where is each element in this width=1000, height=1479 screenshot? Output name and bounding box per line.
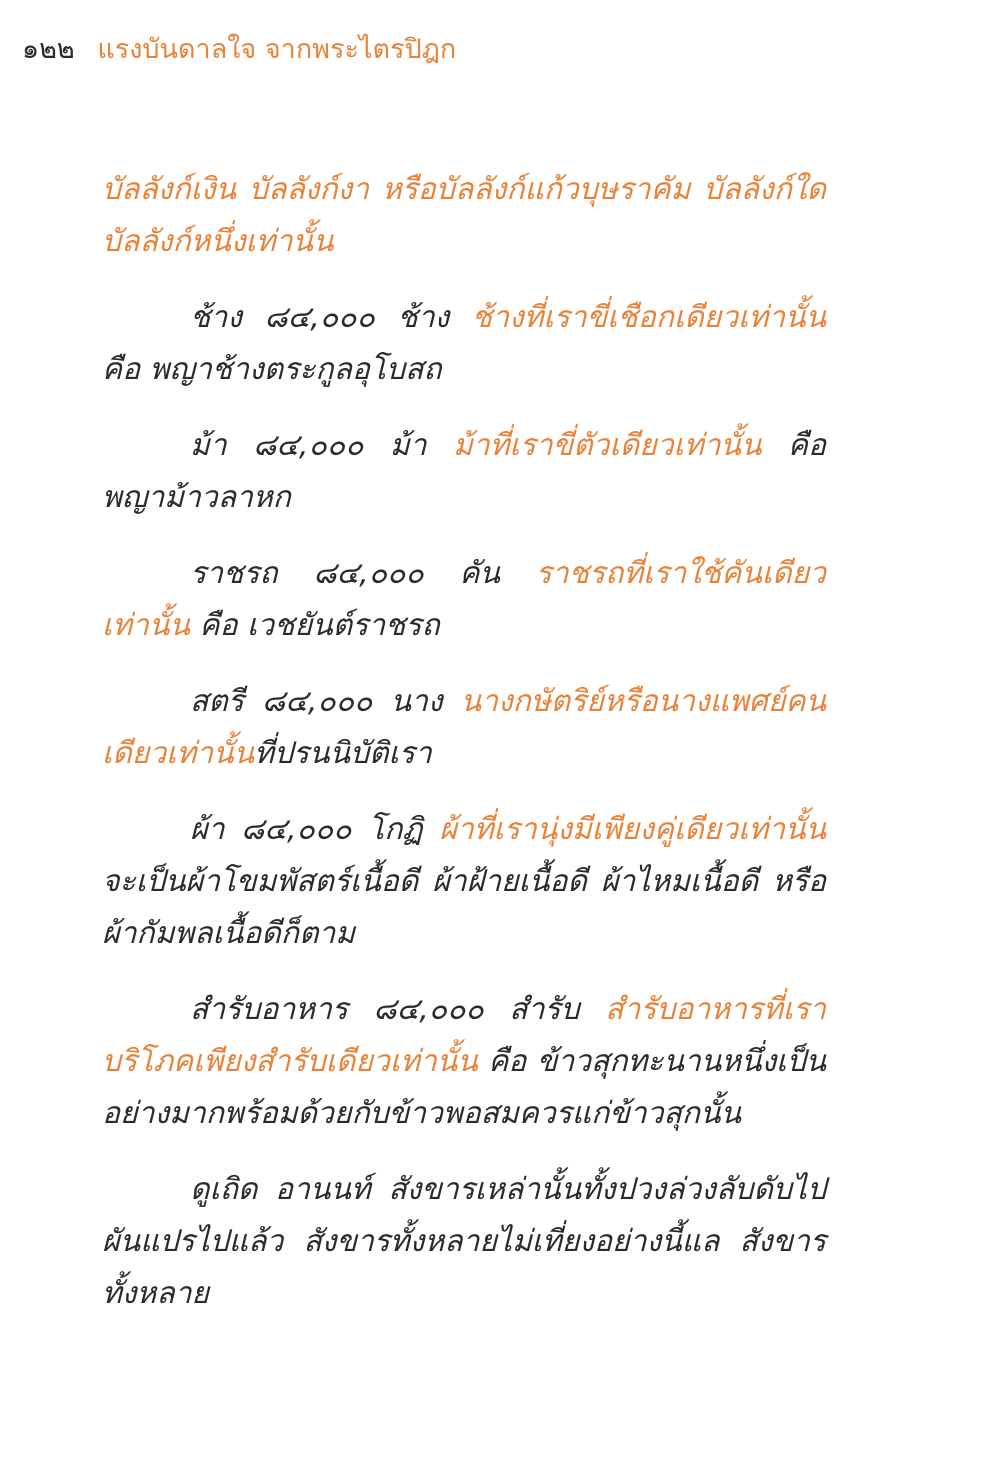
- highlighted-text: ราชรถที่เราใช้คันเดียวเท่านั้น: [102, 556, 826, 643]
- body-text-segment: คือ เวชยันต์ราชรถ: [189, 608, 440, 643]
- body-text-segment: คือ พญาม้าวลาหก: [102, 428, 827, 515]
- paragraph: [102, 1164, 826, 1320]
- body-text-segment: ม้า ๘๔,๐๐๐ ม้า: [190, 428, 453, 463]
- body-text-segment: สตรี ๘๔,๐๐๐ นาง: [190, 684, 461, 719]
- body-text-segment: คือ ข้าวสุกทะนานหนึ่งเป็นอย่างมากพร้อมด้วยกับข้าวพอสมควรแก่ข้าวสุกนั้น: [102, 1044, 826, 1131]
- body-text-segment: ผ้า ๘๔,๐๐๐ โกฏิ: [190, 812, 440, 847]
- body-text-segment: ที่ปรนนิบัติเรา: [254, 736, 432, 771]
- body-text-segment: ช้าง ๘๔,๐๐๐ ช้าง: [190, 300, 472, 335]
- highlighted-text: บัลลังก์เงิน บัลลังก์งา หรือบัลลังก์แก้วบุษราคัม บัลลังก์ใดบัลลังก์หนึ่งเท่านั้น: [102, 172, 826, 259]
- body-text-segment: สำรับอาหาร ๘๔,๐๐๐ สำรับ: [190, 992, 606, 1027]
- page-number: ๑๒๒: [22, 34, 75, 65]
- body-text-segment: ดูเถิด อานนท์ สังขารเหล่านั้นทั้งปวงล่วงลับดับไปผันแปรไปแล้ว สังขารทั้งหลายไม่เที่ยงอย่างนี้แล สังขารทั้งหลาย: [102, 1172, 826, 1311]
- highlighted-text: สำรับอาหารที่เราบริโภคเพียงสำรับเดียวเท่านั้น: [102, 992, 826, 1079]
- paragraph: [102, 676, 826, 780]
- paragraph: [102, 292, 826, 396]
- body-text-segment: ราชรถ ๘๔,๐๐๐ คัน: [190, 556, 536, 591]
- highlighted-text: ผ้าที่เรานุ่งมีเพียงคู่เดียวเท่านั้น: [439, 812, 826, 847]
- highlighted-text: ช้างที่เราขี่เชือกเดียวเท่านั้น: [471, 300, 826, 335]
- body-text: [102, 164, 826, 1344]
- paragraph: [102, 420, 826, 524]
- highlighted-text: นางกษัตริย์หรือนางแพศย์คนเดียวเท่านั้น: [102, 684, 826, 771]
- body-text-segment: คือ พญาช้างตระกูลอุโบสถ: [102, 352, 442, 387]
- page-header: [22, 30, 456, 70]
- book-title: แรงบันดาลใจ จากพระไตรปิฎก: [97, 34, 457, 65]
- paragraph: [102, 164, 826, 268]
- paragraph: [102, 984, 826, 1140]
- paragraph: [102, 548, 826, 652]
- body-text-segment: จะเป็นผ้าโขมพัสตร์เนื้อดี ผ้าฝ้ายเนื้อดี ผ้าไหมเนื้อดี หรือผ้ากัมพลเนื้อดีก็ตาม: [102, 864, 826, 951]
- highlighted-text: ม้าที่เราขี่ตัวเดียวเท่านั้น: [452, 428, 762, 463]
- paragraph: [102, 804, 826, 960]
